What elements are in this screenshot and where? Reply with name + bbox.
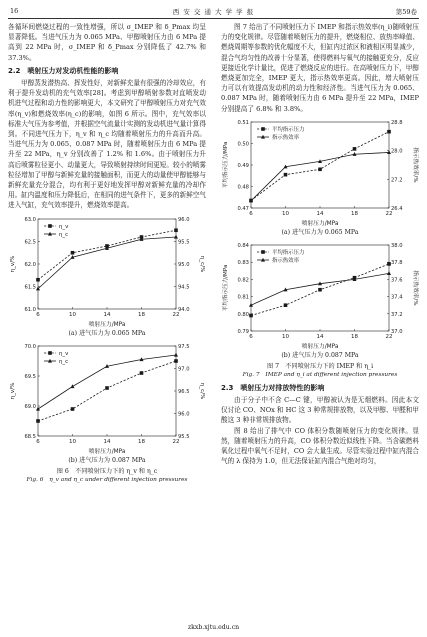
y-left-tick-label: 0.82 [237, 277, 249, 284]
x-axis-label: 喷射压力/MPa [301, 220, 339, 227]
y-left-tick-label: 61.5 [24, 284, 36, 291]
y-right-tick-label: 28.0 [391, 148, 403, 155]
legend-label: 指示热效率 [272, 257, 299, 264]
y-left-tick-label: 68.5 [24, 433, 36, 440]
legend-marker [261, 127, 265, 131]
section-heading: 2.3 喷射压力对排放特性的影响 [221, 383, 325, 392]
section-heading: 2.2 喷射压力对发动机性能的影响 [8, 66, 119, 75]
data-point [71, 407, 75, 411]
figure-caption-en: Fig. 7 IMEP and η_i at different injection pressures [242, 371, 398, 378]
y-left-tick-label: 0.79 [237, 328, 249, 335]
data-point [284, 173, 288, 177]
chart-fig7a [221, 116, 419, 228]
y-right-tick-label: 96.0 [178, 411, 190, 418]
y-left-tick-label: 0.48 [237, 184, 249, 191]
figure-caption: 图 7 不同喷射压力下的 IMEP 和 η_i [266, 362, 374, 370]
y-left-tick-label: 0.83 [237, 260, 249, 267]
y-left-tick-label: 61.0 [24, 306, 36, 313]
x-tick-label: 22 [172, 438, 180, 445]
legend-marker [48, 224, 52, 228]
data-point [71, 251, 75, 255]
data-point [318, 167, 322, 171]
y-left-tick-label: 0.50 [237, 141, 249, 148]
figure-caption: 图 6 不同喷射压力下的 η_v 和 η_c [56, 467, 158, 475]
y-left-tick-label: 62.5 [24, 239, 36, 246]
y-right-tick-label: 95.0 [178, 261, 190, 268]
x-tick-label: 14 [103, 438, 111, 445]
legend-label: η_v [59, 223, 69, 230]
subcaption: (a) 进气压力为 0.065 MPa [281, 228, 359, 236]
data-point [36, 406, 40, 410]
x-axis-label: 喷射压力/MPa [88, 448, 126, 455]
x-tick-label: 14 [103, 311, 111, 318]
y-right-tick-label: 97.0 [178, 366, 190, 373]
x-tick-label: 6 [36, 438, 40, 445]
figure-7a [221, 116, 419, 237]
subcaption: (b) 进气压力为 0.087 MPa [281, 351, 359, 359]
y-right-tick-label: 95.5 [178, 239, 190, 246]
legend-label: η_c [59, 231, 69, 238]
y-right-tick-label: 37.0 [391, 328, 403, 335]
figure-7b [221, 239, 419, 360]
y-left-tick-label: 69.5 [24, 373, 36, 380]
legend-label: 平均指示压力 [272, 249, 305, 256]
y-left-tick-label: 0.49 [237, 162, 249, 169]
y-right-axis-label: 指示热效率/% [412, 270, 418, 306]
paragraph: 甲醇蒸发潜热高、挥发性好，对新鲜充量有很强的冷却效应，有利于提升发动机的充气效率[28]。考虑到甲醇喷射参数对直喷发动机进气过程和动力性的影响更大，本文研究了甲醇喷射压力对充气效率(η_v)和燃烧效率(η_c)的影响，如图 6 所示。图中，充气效率以标准大气压为参考值，并根据空气流量计实测的发动机进气量计算得到。不同进气压力下，η_v 和 η_c 均随着喷射压力的升高而升高。当进气压力为 0.065、0.087 MPa 时，随着喷射压力由 6 MPa 提升至 22 MPa，η_v 分别改善了 1.2% 和 1.6%。由于喷射压力升高后喷雾粒径更小、动量更大，导致喷射持续时间更短。较小的喷雾粒径增加了甲醇与新鲜充量的接触面积，而更大的动量使甲醇能够与新鲜充量充分混合，均有利于更好地发挥甲醇对新鲜充量的冷却作用。缸内温度和压力降低后，在相同的进气条件下，更多的新鲜空气进入气缸，充气效率提升，燃烧效率提高。 [8, 79, 206, 210]
paragraph: 图 8 给出了排气中 CO 体积分数随喷射压力的变化规律。显然，随着喷射压力的升高，CO 体积分数近似线性下降。当含碳燃料氧化过程中氧气不足时，CO 会大量生成。尽管实验过程中缸内混合气的 λ 保持为 1.0，但无法保证缸内混合气绝对均匀， [221, 426, 419, 466]
data-point [140, 371, 144, 375]
volume-label: 第59卷 [395, 8, 417, 16]
x-tick-label: 10 [282, 333, 289, 340]
x-tick-label: 10 [282, 210, 289, 217]
data-point [36, 419, 40, 423]
figure-caption-en: Fig. 6 η_v and η_c under different injection pressures [26, 476, 188, 483]
y-right-axis-label: η_c/% [199, 255, 205, 272]
x-tick-label: 18 [138, 311, 145, 318]
x-tick-label: 18 [138, 438, 145, 445]
y-right-tick-label: 94.0 [178, 306, 190, 313]
y-right-tick-label: 37.8 [391, 260, 403, 267]
y-right-tick-label: 97.5 [178, 343, 190, 350]
paragraph: 图 7 给出了不同喷射压力下 IMEP 和指示热效率(η_i)随喷射压力的变化规律。尽管随着喷射压力的提升，燃烧相位、放热率峰值、燃烧周期等参数的优化幅度不大，但缸内过浓区和液相区明显减少，混合气均匀性的改善十分显著，使得燃料与氧气的接触更充分，反应更接近化学计量比，促进了燃烧反应的进行。在高喷射压力下，甲醇燃烧更加完全，IMEP 更大，指示热效率更高。因此，增大喷射压力可以有效提高发动机的动力性和经济性。当进气压力为 0.065、0.087 MPa 时，随着喷射压力由 6 MPa 提升至 22 MPa，IMEP 分别提高了 6.8% 和 3.8%。 [221, 23, 419, 113]
y-left-tick-label: 0.81 [237, 294, 249, 301]
data-point [318, 288, 322, 292]
y-left-tick-label: 63.0 [24, 216, 36, 223]
x-tick-label: 6 [249, 210, 253, 217]
y-right-tick-label: 26.4 [391, 205, 403, 212]
y-left-axis-label: η_v/% [10, 255, 16, 273]
y-right-tick-label: 95.5 [178, 433, 190, 440]
y-right-axis-label: η_c/% [199, 382, 205, 399]
chart-fig6b [8, 340, 206, 456]
data-point [36, 278, 40, 282]
page-header [8, 4, 419, 19]
x-tick-label: 18 [351, 210, 358, 217]
journal-title: 西 安 交 通 大 学 学 报 [172, 8, 255, 16]
y-left-axis-label: 平均指示压力/MPa [223, 141, 229, 189]
data-point [174, 359, 178, 363]
subcaption: (b) 进气压力为 0.087 MPa [68, 456, 146, 464]
y-left-tick-label: 0.80 [237, 311, 249, 318]
data-point [387, 262, 391, 266]
y-left-tick-label: 62.0 [24, 261, 36, 268]
y-right-tick-label: 37.6 [391, 277, 403, 284]
subcaption: (a) 进气压力为 0.065 MPa [68, 329, 146, 337]
y-right-tick-label: 28.8 [391, 119, 403, 126]
x-tick-label: 22 [385, 333, 393, 340]
legend-marker [261, 250, 265, 254]
x-tick-label: 10 [69, 438, 76, 445]
y-left-axis-label: 平均指示压力/MPa [223, 264, 229, 312]
y-left-tick-label: 70.0 [24, 343, 36, 350]
figure-6a [8, 213, 206, 338]
x-tick-label: 18 [351, 333, 358, 340]
y-right-axis-label: 指示热效率/% [412, 147, 418, 183]
series-line [38, 358, 176, 421]
x-axis-label: 喷射压力/MPa [88, 321, 126, 328]
y-right-tick-label: 27.2 [391, 177, 403, 184]
y-left-tick-label: 69.0 [24, 403, 36, 410]
series-line [251, 132, 389, 201]
x-tick-label: 14 [316, 210, 324, 217]
legend-label: η_v [59, 350, 69, 357]
paragraph: 由于分子中不含 C—C 键，甲醇被认为是无烟燃料。因此本文仅讨论 CO、NOx 和 HC 这 3 种常规排放物，以及甲醇、甲醛和甲酸这 3 种非常规排放物。 [221, 396, 419, 425]
data-point [174, 228, 178, 232]
y-left-tick-label: 0.84 [237, 242, 249, 249]
y-right-tick-label: 94.5 [178, 284, 190, 291]
paragraph: 各循环间燃烧过程的一致性增强，所以 σ_IMEP 和 δ_Pmax 均呈显著降低。当进气压力为 0.065 MPa、甲醇喷射压力由 6 MPa 提高到 22 MPa 时，σ_IMEP 和 δ_Pmax 分别降低了 42.7% 和 37.3%。 [8, 23, 206, 62]
figure-6b [8, 340, 206, 465]
page-number: 16 [10, 7, 19, 15]
y-left-tick-label: 0.51 [237, 119, 249, 126]
footer-url: zkxb.xjtu.edu.cn [187, 624, 240, 631]
left-column [8, 22, 206, 485]
data-point [353, 147, 357, 151]
y-right-tick-label: 38.0 [391, 242, 403, 249]
data-point [105, 386, 109, 390]
x-tick-label: 6 [36, 311, 40, 318]
x-tick-label: 14 [316, 333, 324, 340]
data-point [284, 303, 288, 307]
data-point [387, 130, 391, 134]
legend-label: η_c [59, 358, 69, 365]
legend-label: 平均指示压力 [272, 126, 305, 133]
legend-marker [48, 351, 52, 355]
data-point [387, 271, 391, 275]
chart-fig6a [8, 213, 206, 329]
x-tick-label: 22 [385, 210, 393, 217]
data-point [71, 384, 75, 388]
y-left-axis-label: η_v/% [10, 382, 16, 400]
x-tick-label: 6 [249, 333, 253, 340]
data-point [174, 352, 178, 356]
y-right-tick-label: 37.4 [391, 294, 403, 301]
right-column [221, 22, 419, 466]
legend-label: 指示热效率 [272, 134, 299, 141]
y-right-tick-label: 96.0 [178, 216, 190, 223]
y-left-tick-label: 0.47 [237, 205, 249, 212]
x-tick-label: 22 [172, 311, 180, 318]
y-right-tick-label: 96.5 [178, 388, 190, 395]
data-point [249, 314, 253, 318]
x-tick-label: 10 [69, 311, 76, 318]
y-right-tick-label: 37.2 [391, 311, 403, 318]
x-axis-label: 喷射压力/MPa [301, 343, 339, 350]
chart-fig7b [221, 239, 419, 351]
